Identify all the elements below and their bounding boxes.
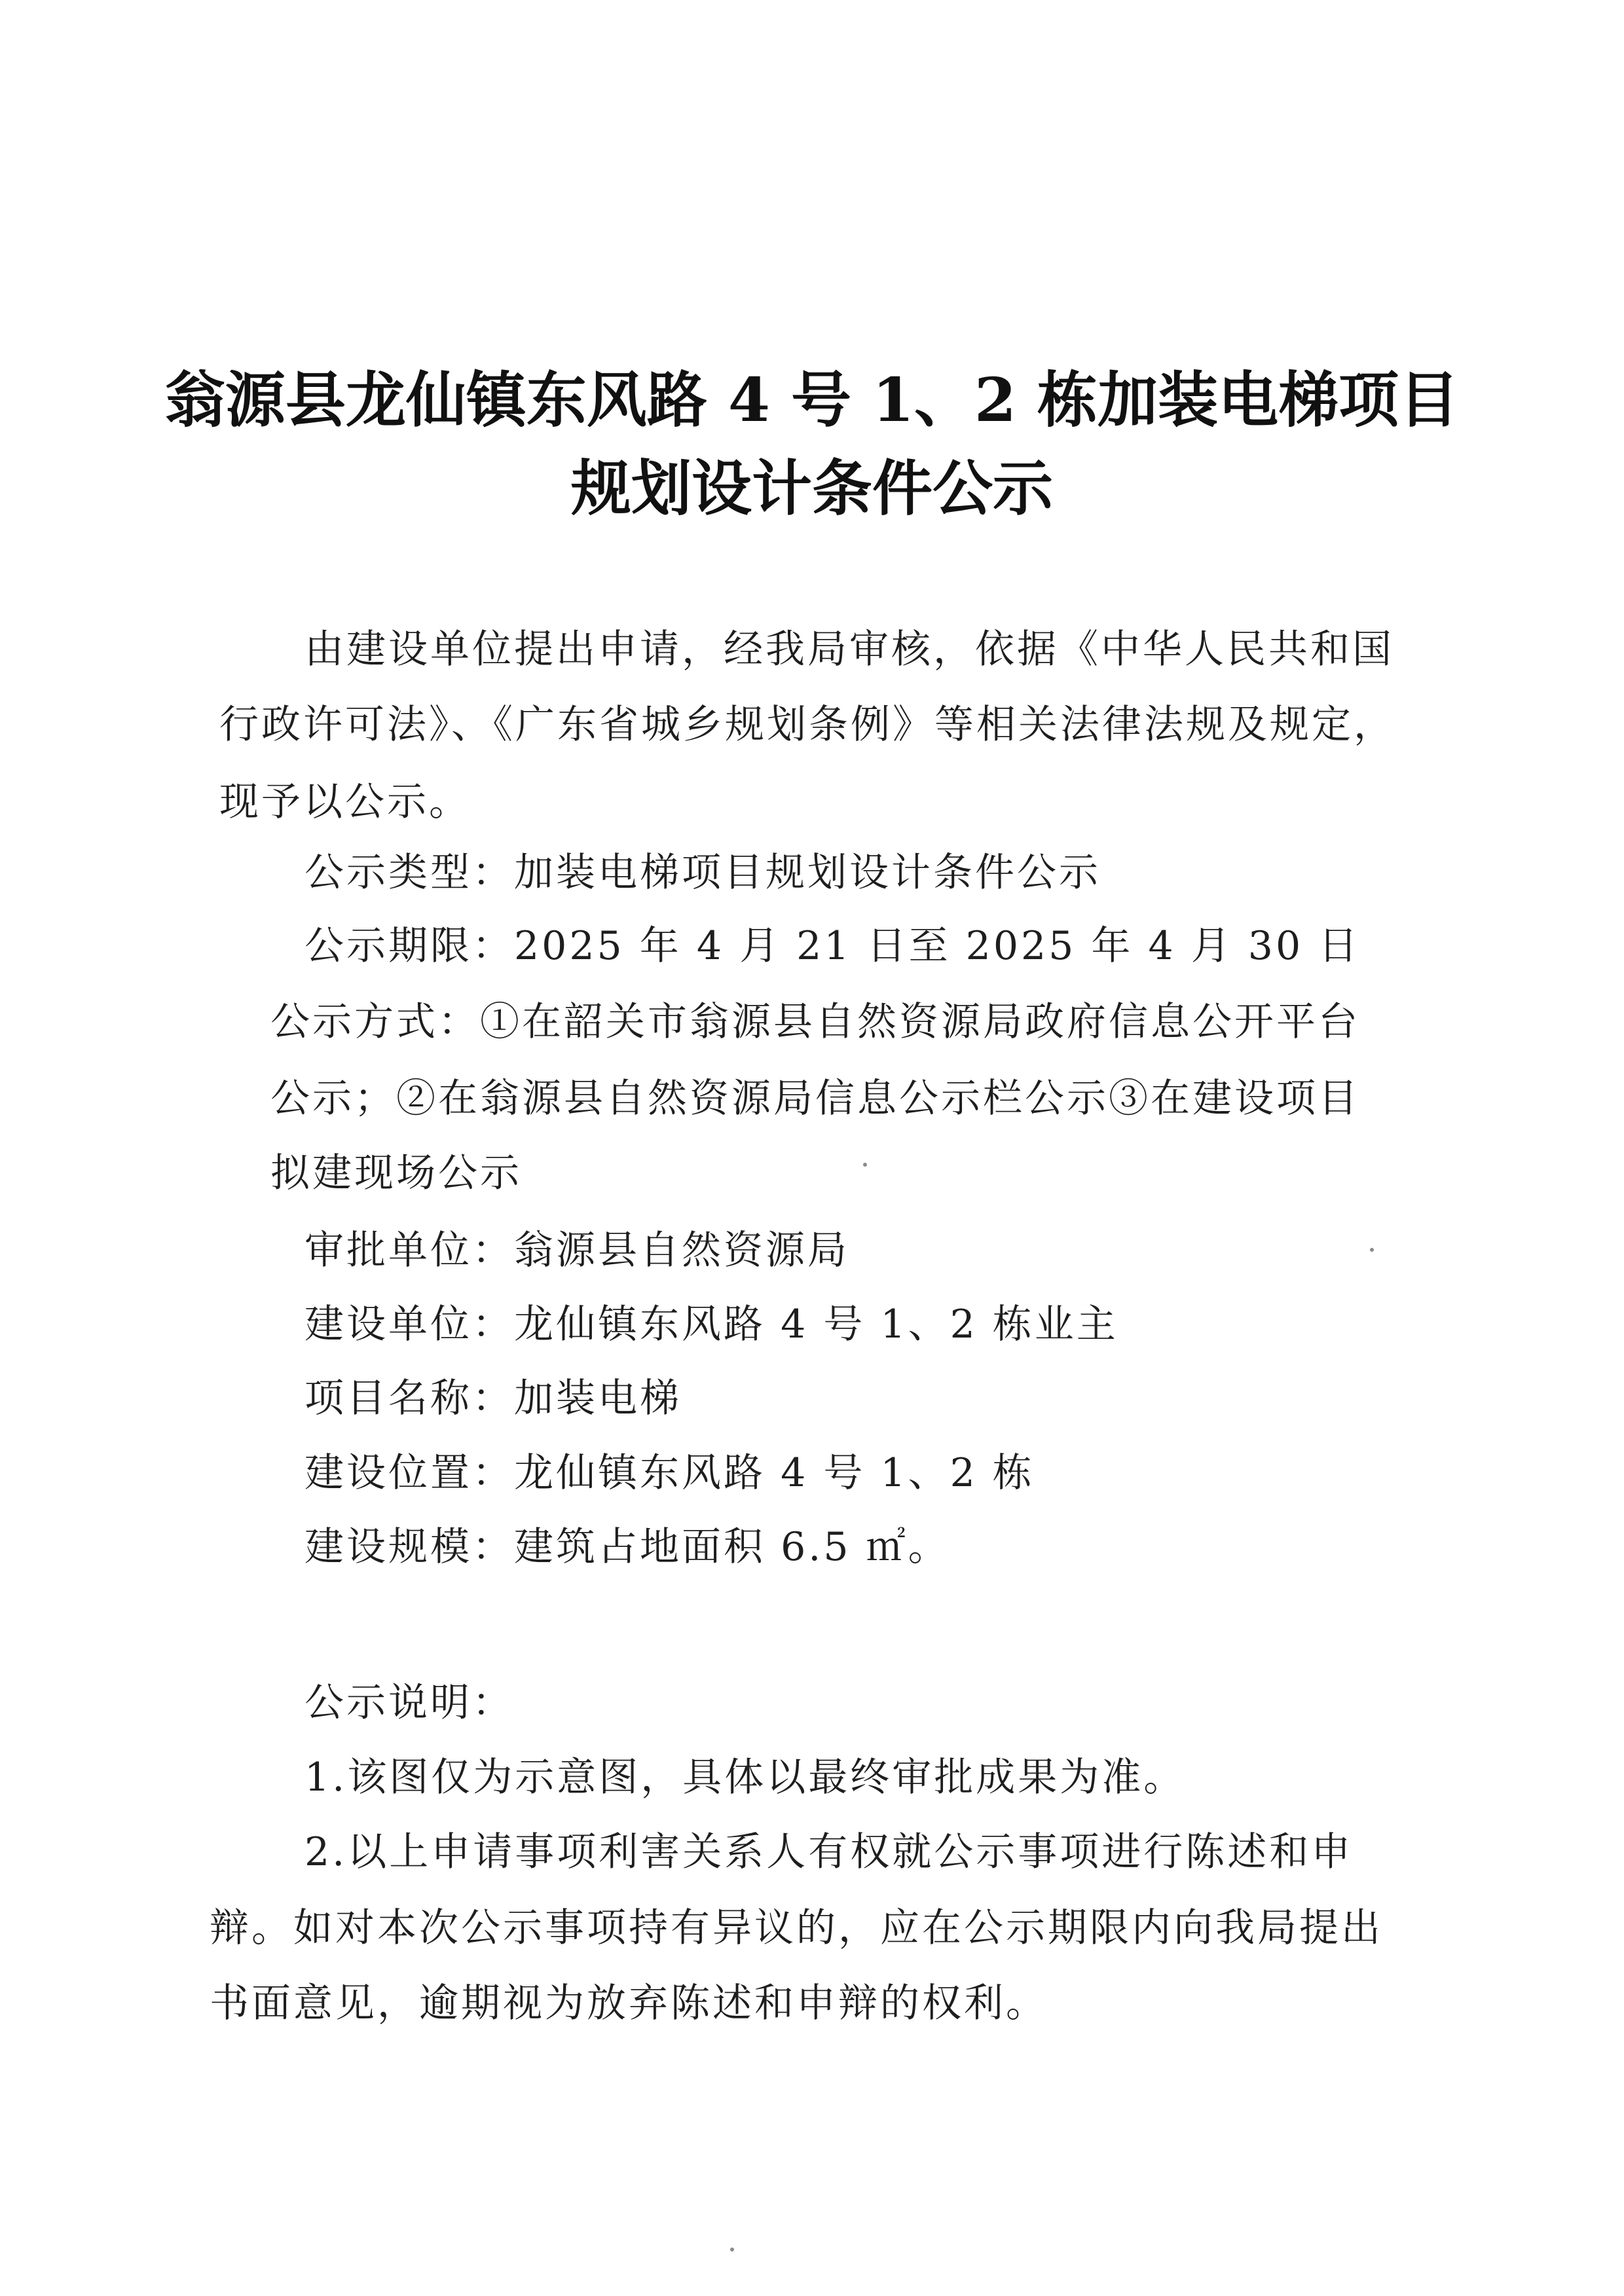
- notice-method-line-2: 公示；②在翁源县自然资源局信息公示栏公示③在建设项目: [270, 1076, 1360, 1121]
- scan-speck: [730, 2248, 734, 2251]
- note-item-1: 1.该图仅为示意图，具体以最终审批成果为准。: [304, 1755, 1186, 1800]
- construction-unit: 建设单位：龙仙镇东风路 4 号 1、2 栋业主: [304, 1302, 1118, 1347]
- document-title-line-1: 翁源县龙仙镇东风路 4 号 1、2 栋加装电梯项目: [164, 365, 1460, 435]
- note-item-2-line-1: 2.以上申请事项利害关系人有权就公示事项进行陈述和申: [304, 1829, 1354, 1875]
- scan-speck: [1370, 1248, 1374, 1252]
- notice-method-line-3: 拟建现场公示: [270, 1150, 522, 1196]
- approving-unit: 审批单位：翁源县自然资源局: [304, 1228, 849, 1273]
- notice-period: 公示期限：2025 年 4 月 21 日至 2025 年 4 月 30 日: [304, 923, 1361, 969]
- intro-line-3: 现予以公示。: [219, 779, 471, 825]
- notice-type: 公示类型：加装电梯项目规划设计条件公示: [304, 850, 1101, 896]
- intro-line-1: 由建设单位提出申请，经我局审核，依据《中华人民共和国: [304, 627, 1394, 672]
- note-item-2-line-2: 辩。如对本次公示事项持有异议的，应在公示期限内向我局提出: [210, 1905, 1383, 1951]
- construction-location: 建设位置：龙仙镇东风路 4 号 1、2 栋: [304, 1450, 1035, 1496]
- intro-line-2: 行政许可法》、《广东省城乡规划条例》等相关法律法规及规定，: [219, 702, 1395, 748]
- notes-heading: 公示说明：: [304, 1680, 514, 1726]
- document-title-line-2: 规划设计条件公示: [570, 453, 1053, 524]
- project-name: 项目名称：加装电梯: [304, 1376, 682, 1421]
- notice-method-line-1: 公示方式：①在韶关市翁源县自然资源局政府信息公开平台: [270, 999, 1360, 1045]
- scan-speck: [863, 1163, 867, 1167]
- construction-scale: 建设规模：建筑占地面积 6.5 ㎡。: [304, 1524, 950, 1570]
- note-item-2-line-3: 书面意见，逾期视为放弃陈述和申辩的权利。: [210, 1980, 1048, 2026]
